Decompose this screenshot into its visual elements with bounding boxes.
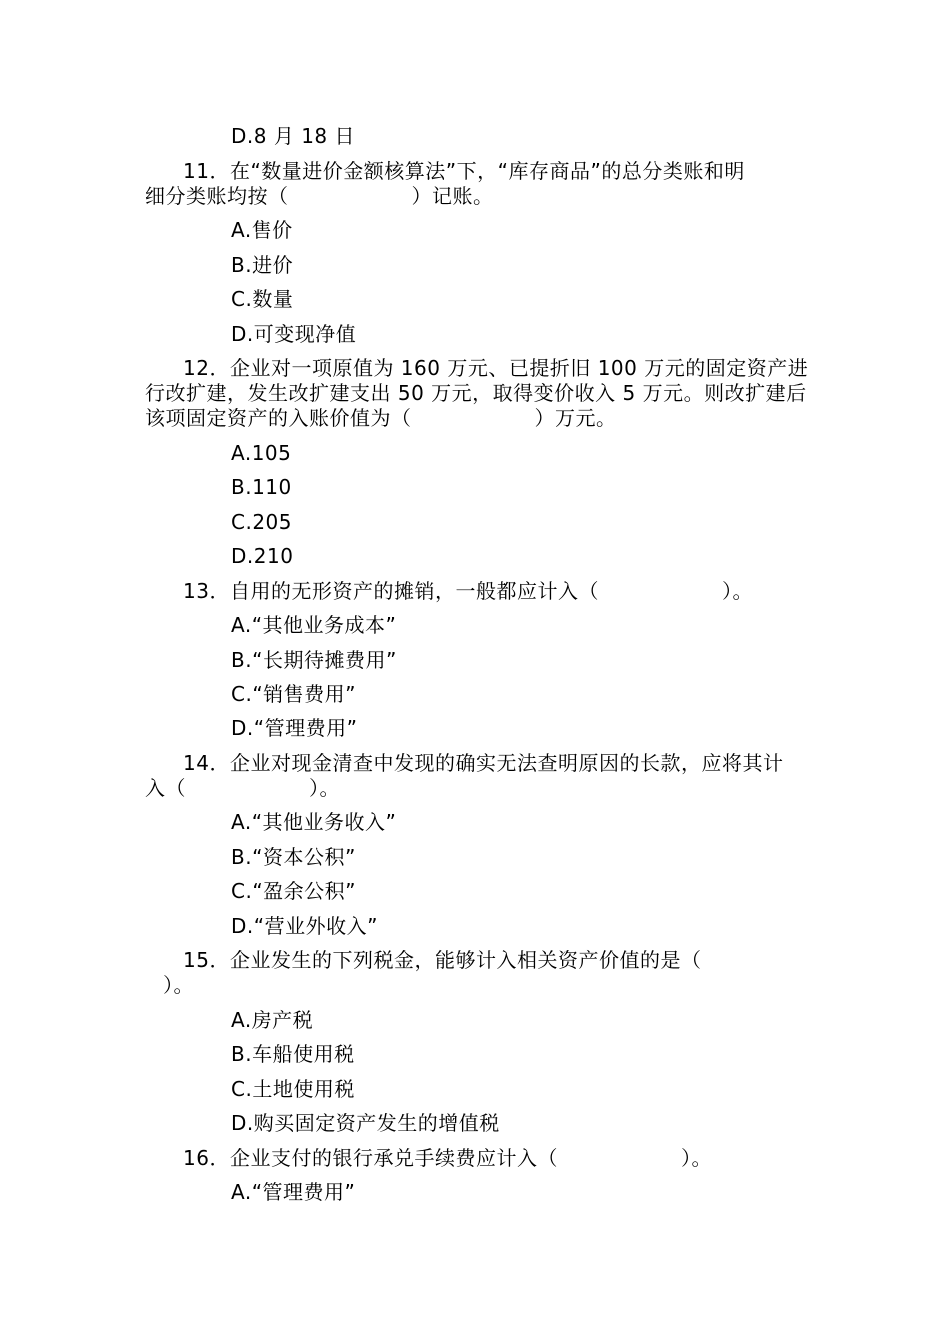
option-line: C.205 <box>231 510 292 534</box>
option-line: A.售价 <box>231 218 293 242</box>
option-line: A.105 <box>231 441 292 465</box>
option-line: B.进价 <box>231 253 294 277</box>
option-line: B.“资本公积” <box>231 845 356 869</box>
option-line: D.可变现净值 <box>231 322 357 346</box>
option-line: A.“管理费用” <box>231 1180 356 1204</box>
question-12-cont: 行改扩建，发生改扩建支出 50 万元，取得变价收入 5 万元。则改扩建后 <box>145 381 807 405</box>
option-line: C.数量 <box>231 287 294 311</box>
option-line: A.“其他业务成本” <box>231 613 397 637</box>
question-13: 13．自用的无形资产的摊销，一般都应计入（ ）。 <box>183 579 753 603</box>
question-11-cont: 细分类账均按（ ）记账。 <box>145 184 494 208</box>
question-11: 11．在“数量进价金额核算法”下，“库存商品”的总分类账和明 <box>183 159 745 183</box>
question-14-cont: 入（ ）。 <box>145 776 340 800</box>
question-15: 15．企业发生的下列税金，能够计入相关资产价值的是（ <box>183 948 702 972</box>
question-12-cont: 该项固定资产的入账价值为（ ）万元。 <box>145 406 617 430</box>
question-12: 12．企业对一项原值为 160 万元、已提折旧 100 万元的固定资产进 <box>183 356 809 380</box>
option-line: C.“销售费用” <box>231 682 357 706</box>
option-line: D.210 <box>231 544 294 568</box>
option-line: D.“管理费用” <box>231 716 358 740</box>
option-line: B.110 <box>231 475 292 499</box>
question-14: 14．企业对现金清查中发现的确实无法查明原因的长款，应将其计 <box>183 751 784 775</box>
option-line: C.“盈余公积” <box>231 879 357 903</box>
option-line: B.“长期待摊费用” <box>231 648 397 672</box>
option-line: D.“营业外收入” <box>231 914 378 938</box>
option-line: D.8 月 18 日 <box>231 124 356 148</box>
option-line: A.房产税 <box>231 1008 314 1032</box>
question-15-cont: ）。 <box>163 973 194 997</box>
option-line: B.车船使用税 <box>231 1042 355 1066</box>
option-line: D.购买固定资产发生的增值税 <box>231 1111 500 1135</box>
option-line: C.土地使用税 <box>231 1077 355 1101</box>
option-line: A.“其他业务收入” <box>231 810 397 834</box>
question-16: 16．企业支付的银行承兑手续费应计入（ ）。 <box>183 1146 712 1170</box>
